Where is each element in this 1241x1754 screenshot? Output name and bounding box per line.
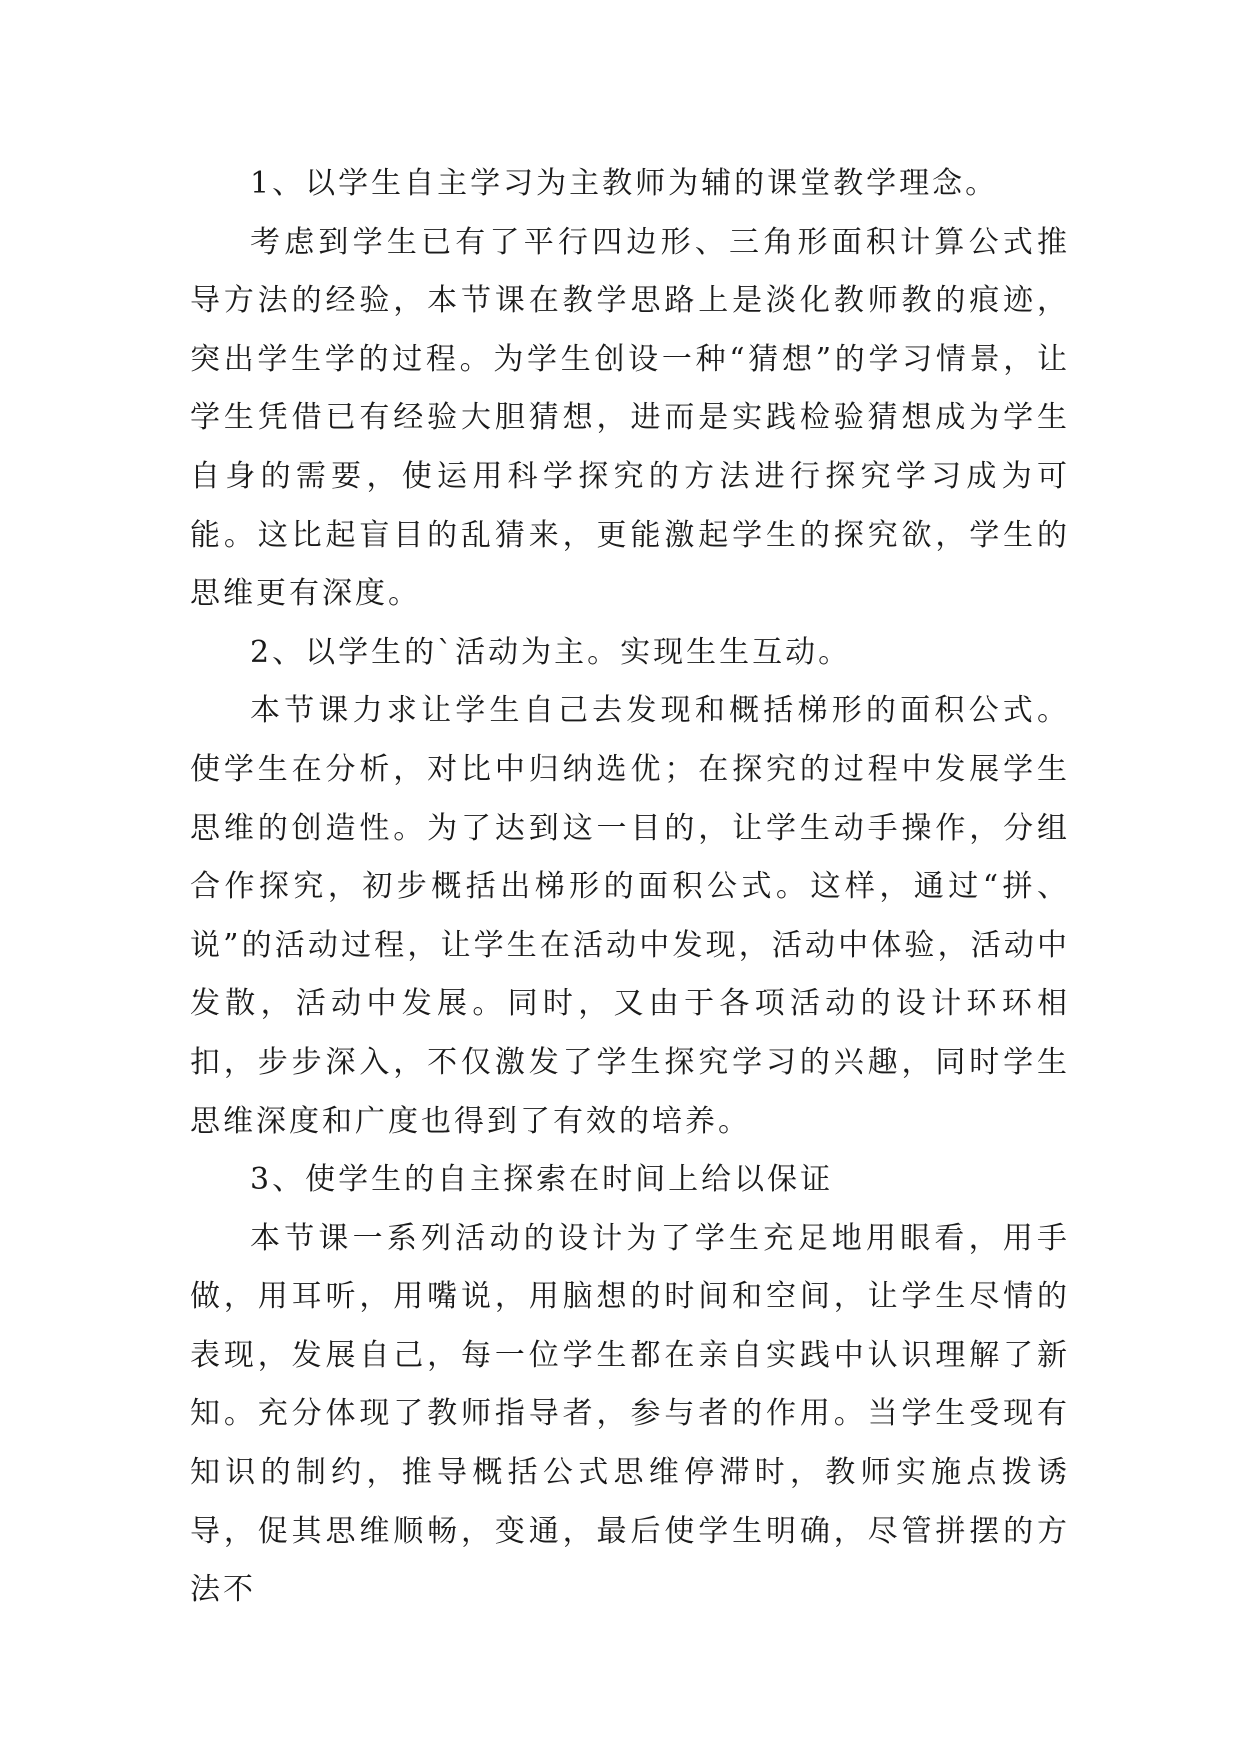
- paragraph-1: 考虑到学生已有了平行四边形、三角形面积计算公式推导方法的经验，本节课在教学思路上是淡化教师教的痕迹，突出学生学的过程。为学生创设一种“猜想”的学习情景，让学生凭借已有经验大胆猜想，进而是实践检验猜想成为学生自身的需要，使运用科学探究的方法进行探究学习成为可能。这比起盲目的乱猜来，更能激起学生的探究欲，学生的思维更有深度。: [190, 224, 1070, 612]
- paragraph-heading-3: 3、使学生的自主探索在时间上给以保证: [250, 1162, 834, 1198]
- document-body: [190, 155, 1070, 1620]
- paragraph-heading-2: 2、以学生的`活动为主。实现生生互动。: [250, 634, 852, 670]
- paragraph-2: 本节课力求让学生自己去发现和概括梯形的面积公式。使学生在分析，对比中归纳选优；在探究的过程中发展学生思维的创造性。为了达到这一目的，让学生动手操作，分组合作探究，初步概括出梯形的面积公式。这样，通过“拼、说”的活动过程，让学生在活动中发现，活动中体验，活动中发散，活动中发展。同时，又由于各项活动的设计环环相扣，步步深入，不仅激发了学生探究学习的兴趣，同时学生思维深度和广度也得到了有效的培养。: [190, 693, 1070, 1139]
- paragraph-3: 本节课一系列活动的设计为了学生充足地用眼看，用手做，用耳听，用嘴说，用脑想的时间和空间，让学生尽情的表现，发展自己，每一位学生都在亲自实践中认识理解了新知。充分体现了教师指导者，参与者的作用。当学生受现有知识的制约，推导概括公式思维停滞时，教师实施点拨诱导，促其思维顺畅，变通，最后使学生明确，尽管拼摆的方法不: [190, 1220, 1070, 1608]
- paragraph-heading-1: 1、以学生自主学习为主教师为辅的课堂教学理念。: [250, 166, 999, 201]
